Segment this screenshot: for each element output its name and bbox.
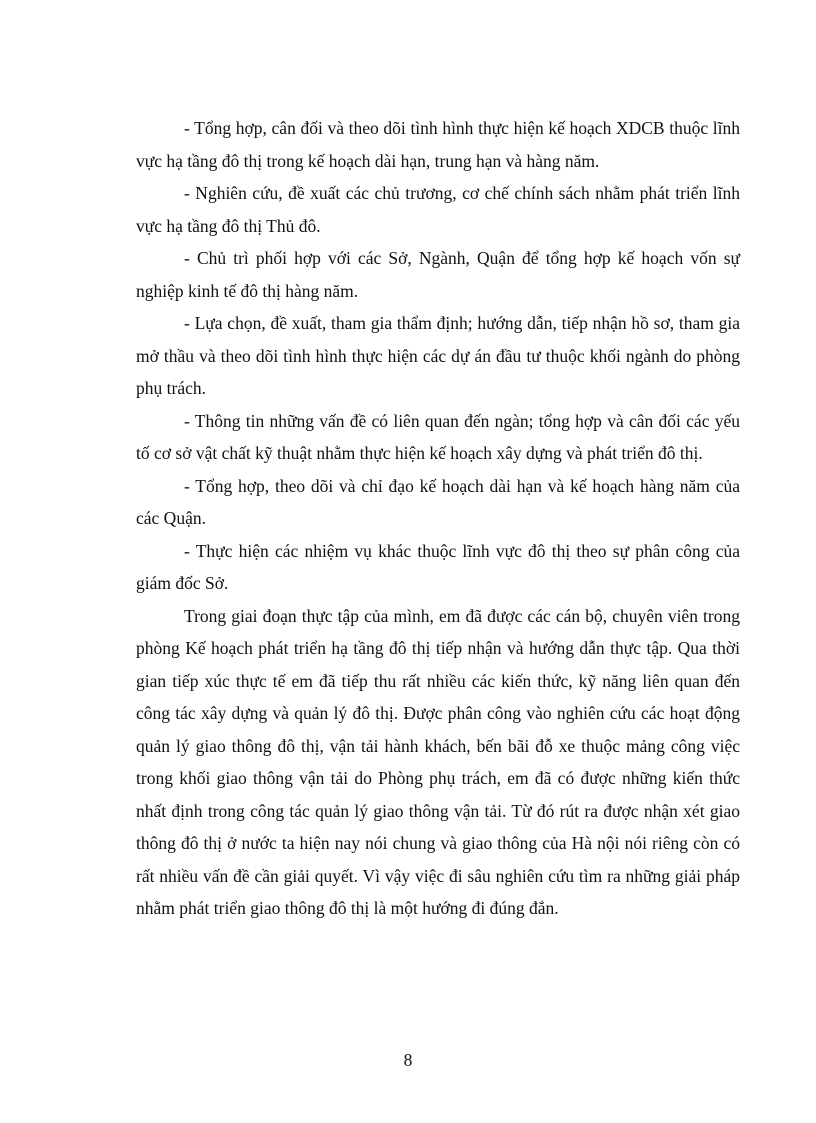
duty-paragraph-xdcb-planning: - Tổng hợp, cân đối và theo dõi tình hình thực hiện kế hoạch XDCB thuộc lĩnh vực hạ tầng đô thị trong kế hoạch dài hạn, trung hạn và hàng năm. [136,118,740,171]
duty-paragraph-infrastructure-info: - Thông tin những vấn đề có liên quan đến ngàn; tổng hợp và cân đối các yếu tố cơ sở vật chất kỹ thuật nhằm thực hiện kế hoạch xây dựng và phát triển đô thị. [136,410,740,463]
page-number: 8 [403,1050,413,1070]
duty-paragraph-project-appraisal: - Lựa chọn, đề xuất, tham gia thẩm định; hướng dẫn, tiếp nhận hồ sơ, tham gia mở thầu và theo dõi tình hình thực hiện các dự án đầu tư thuộc khối ngành do phòng phụ trách. [136,313,740,398]
duty-paragraph-district-plans: - Tổng hợp, theo dõi và chỉ đạo kế hoạch dài hạn và kế hoạch hàng năm của các Quận. [136,475,740,528]
duty-paragraph-other-tasks: - Thực hiện các nhiệm vụ khác thuộc lĩnh vực đô thị theo sự phân công của giám đốc Sở. [136,540,740,593]
duty-paragraph-policy-research: - Nghiên cứu, đề xuất các chủ trương, cơ chế chính sách nhằm phát triển lĩnh vực hạ tầng đô thị Thủ đô. [136,183,740,236]
internship-summary-paragraph: Trong giai đoạn thực tập của mình, em đã được các cán bộ, chuyên viên trong phòng Kế hoạch phát triển hạ tầng đô thị tiếp nhận và hướng dẫn thực tập. Qua thời gian tiếp xúc thực tế em đã tiếp thu rất nhiều các kiến thức, kỹ năng liên quan đến công tác xây dựng và quản lý đô thị. Được phân công vào nghiên cứu các hoạt động quản lý giao thông đô thị, vận tải hành khách, bến bãi đỗ xe thuộc mảng công việc trong khối giao thông vận tải do Phòng phụ trách, em đã có được những kiến thức nhất định trong công tác quản lý giao thông vận tải. Từ đó rút ra được nhận xét giao thông đô thị ở nước ta hiện nay nói chung và giao thông của Hà nội nói riêng còn có rất nhiều vấn đề cần giải quyết. Vì vậy việc đi sâu nghiên cứu tìm ra những giải pháp nhằm phát triển giao thông đô thị là một hướng đi đúng đắn. [136,605,740,918]
duty-paragraph-capital-planning: - Chủ trì phối hợp với các Sở, Ngành, Quận để tổng hợp kế hoạch vốn sự nghiệp kinh tế đô thị hàng năm. [136,248,740,301]
page-body [136,112,740,925]
